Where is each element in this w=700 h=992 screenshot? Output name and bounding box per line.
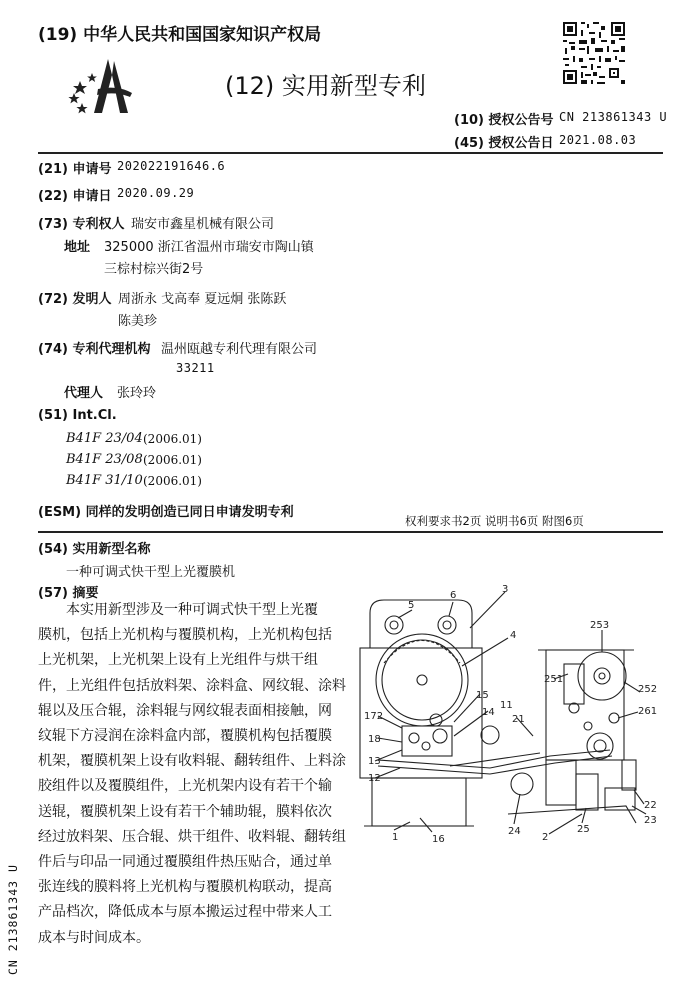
issuing-office: (19) 中华人民共和国国家知识产权局 <box>38 25 322 45</box>
address-line-1: 325000 浙江省温州市瑞安市陶山镇 <box>104 240 314 255</box>
grant-number-value: CN 213861343 U <box>559 110 668 124</box>
esm-notice: (ESM) 同样的发明创造已同日申请发明专利 <box>38 505 294 520</box>
utility-title-value: 一种可调式快干型上光覆膜机 <box>66 565 236 580</box>
abstract-line: 机架，覆膜机架上设有收料辊、翻转组件、上料涂 <box>38 753 346 770</box>
address-label: 地址 <box>64 240 91 255</box>
page-count-summary: 权利要求书2页 说明书6页 附图6页 <box>405 514 584 528</box>
side-publication-number: CN 213861343 U <box>6 864 20 975</box>
figure-label-6: 6 <box>450 590 457 601</box>
figure-label-15: 15 <box>476 690 489 701</box>
qr-code-icon <box>561 20 627 86</box>
agency-label: (74) 专利代理机构 <box>38 342 151 357</box>
inventors-line-1: 周浙永 戈高奉 夏远炯 张陈跃 <box>118 292 287 307</box>
abstract-line: 辊以及压合辊，涂料辊与网纹辊表面相接触，网 <box>38 702 332 719</box>
figure-label-11: 11 <box>500 700 513 711</box>
agent-value: 张玲玲 <box>117 386 157 401</box>
cnipa-logo-icon <box>68 55 138 117</box>
patentee-label: (73) 专利权人 <box>38 217 125 232</box>
roller-24 <box>511 773 533 795</box>
figure-label-2: 2 <box>542 832 549 843</box>
figure-label-14: 14 <box>482 707 495 718</box>
ipc-date-2: (2006.01) <box>143 453 202 467</box>
figure-label-16: 16 <box>432 834 445 845</box>
motor-25 <box>576 774 598 810</box>
laminating-roller <box>587 733 613 759</box>
abstract-line: 上光机架，上光机架上设有上光组件与烘干组 <box>38 652 318 669</box>
ipc-date-3: (2006.01) <box>143 474 202 488</box>
abstract-line: 件后与印品一同通过覆膜组件热压贴合，通过单 <box>38 854 332 871</box>
application-number-value: 202022191646.6 <box>117 159 226 173</box>
figure-label-23: 23 <box>644 815 657 826</box>
biblio-divider <box>38 531 663 533</box>
figure-label-21: 21 <box>512 714 525 725</box>
figure-label-24: 24 <box>508 826 521 837</box>
figure-label-18: 18 <box>368 734 381 745</box>
agent-label: 代理人 <box>64 386 104 401</box>
application-date-value: 2020.09.29 <box>117 186 195 200</box>
abstract-label: (57) 摘要 <box>38 586 99 601</box>
inventors-line-2: 陈美珍 <box>118 314 158 329</box>
figure-label-261: 261 <box>638 706 658 717</box>
inventors-label: (72) 发明人 <box>38 292 112 307</box>
abstract-line: 成本与时间成本。 <box>38 929 150 946</box>
figure-label-252: 252 <box>638 684 658 695</box>
roller-5 <box>385 616 403 634</box>
patentee-value: 瑞安市鑫星机械有限公司 <box>131 217 275 232</box>
flip-assembly <box>564 664 584 704</box>
figure-label-25: 25 <box>577 824 590 835</box>
figure-label-1: 1 <box>392 832 399 843</box>
grant-date-value: 2021.08.03 <box>559 133 637 147</box>
figure-label-4: 4 <box>510 630 517 641</box>
grant-number-label: (10) 授权公告号 <box>454 113 554 128</box>
utility-title-label: (54) 实用新型名称 <box>38 542 151 557</box>
machine-drawing <box>350 578 670 848</box>
take-up-roller <box>578 652 626 700</box>
agency-value: 温州瓯越专利代理有限公司 <box>161 342 318 357</box>
figure-label-12: 12 <box>368 773 381 784</box>
figure-label-3: 3 <box>502 584 509 595</box>
figure-label-22: 22 <box>644 800 657 811</box>
figure-label-13: 13 <box>368 756 381 767</box>
abstract-line: 送辊，覆膜机架上设有若干个辅助辊，膜料依次 <box>38 803 332 820</box>
ipc-code-2: B41F 23/08 <box>66 452 143 467</box>
figure-label-251: 251 <box>544 674 564 685</box>
abstract-line: 本实用新型涉及一种可调式快干型上光覆 <box>66 602 318 618</box>
ipc-date-1: (2006.01) <box>143 432 202 446</box>
abstract-line: 膜机，包括上光机构与覆膜机构，上光机构包括 <box>38 627 332 644</box>
figure-label-253: 253 <box>590 620 610 631</box>
roller-11 <box>481 726 499 744</box>
int-cl-label: (51) Int.Cl. <box>38 408 117 423</box>
roller-6 <box>438 616 456 634</box>
agency-code: 33211 <box>176 361 215 375</box>
ipc-code-3: B41F 31/10 <box>66 473 143 488</box>
abstract-line: 经过放料架、压合辊、烘干组件、收料辊、翻转组 <box>38 828 346 845</box>
grant-date-label: (45) 授权公告日 <box>454 136 554 151</box>
abstract-body <box>38 598 346 951</box>
ipc-code-1: B41F 23/04 <box>66 431 143 446</box>
header-divider <box>38 152 663 154</box>
document-kind: (12) 实用新型专利 <box>225 72 426 100</box>
glazing-base <box>372 778 466 826</box>
abstract-line: 胶组件以及覆膜组件，上光机架内设有若干个输 <box>38 778 332 795</box>
abstract-line: 张连线的膜料将上光机构与覆膜机构联动，提高 <box>38 879 332 896</box>
abstract-line: 纹辊下方浸润在涂料盒内部，覆膜机构包括覆膜 <box>38 728 332 745</box>
application-number-label: (21) 申请号 <box>38 162 112 177</box>
figure-label-5: 5 <box>408 600 415 611</box>
address-line-2: 三棕村棕兴街2号 <box>104 262 204 277</box>
application-date-label: (22) 申请日 <box>38 189 112 204</box>
abstract-line: 产品档次，降低成本与原本搬运过程中带来人工 <box>38 904 332 921</box>
figure-label-172: 172 <box>364 711 384 722</box>
abstract-line: 件，上光组件包括放料架、涂料盒、网纹辊、涂料 <box>38 677 346 694</box>
